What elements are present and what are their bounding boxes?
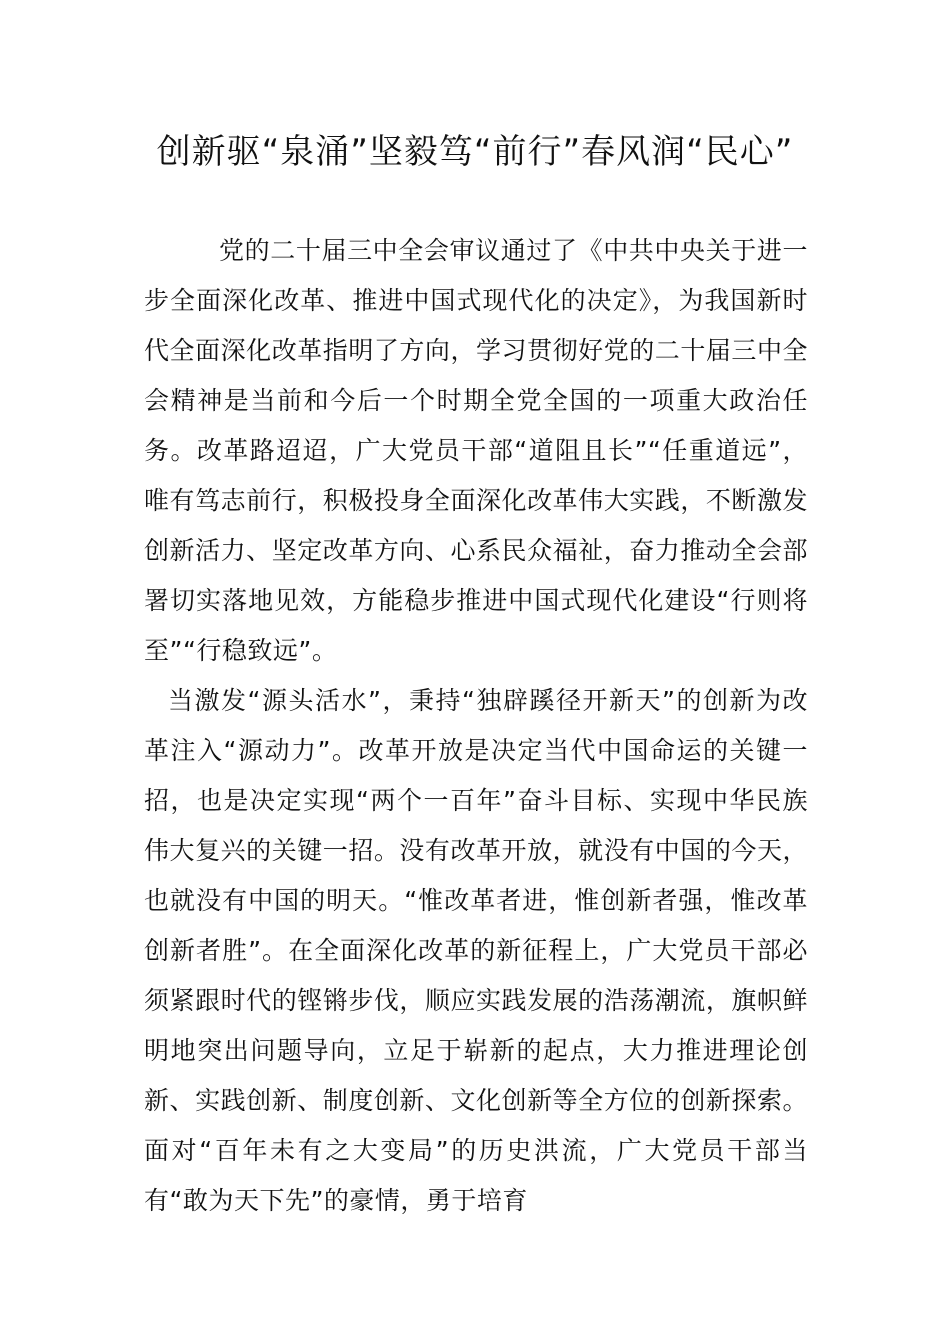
document-body <box>144 226 808 1226</box>
document-title: 创新驱“泉涌”坚毅笃“前行”春风润“民心” <box>156 132 794 172</box>
paragraph-1: 党的二十届三中全会审议通过了《中共中央关于进一步全面深化改革、推进中国式现代化的决定》，为我国新时代全面深化改革指明了方向，学习贯彻好党的二十届三中全会精神是当前和今后一个时期全党全国的一项重大政治任务。改革路迢迢，广大党员干部“道阻且长”“任重道远”，唯有笃志前行，积极投身全面深化改革伟大实践，不断激发创新活力、坚定改革方向、心系民众福祉，奋力推动全会部署切实落地见效，方能稳步推进中国式现代化建设“行则将至”“行稳致远”。 <box>144 236 808 665</box>
paragraph-2: 当激发“源头活水”，秉持“独辟蹊径开新天”的创新为改革注入“源动力”。改革开放是决定当代中国命运的关键一招，也是决定实现“两个一百年”奋斗目标、实现中华民族伟大复兴的关键一招。没有改革开放，就没有中国的今天，也就没有中国的明天。“惟改革者进，惟创新者强，惟改革创新者胜”。在全面深化改革的新征程上，广大党员干部必须紧跟时代的铿锵步伐，顺应实践发展的浩荡潮流，旗帜鲜明地突出问题导向，立足于崭新的起点，大力推进理论创新、实践创新、制度创新、文化创新等全方位的创新探索。面对“百年未有之大变局”的历史洪流，广大党员干部当有“敢为天下先”的豪情，勇于培育 <box>144 686 808 1215</box>
